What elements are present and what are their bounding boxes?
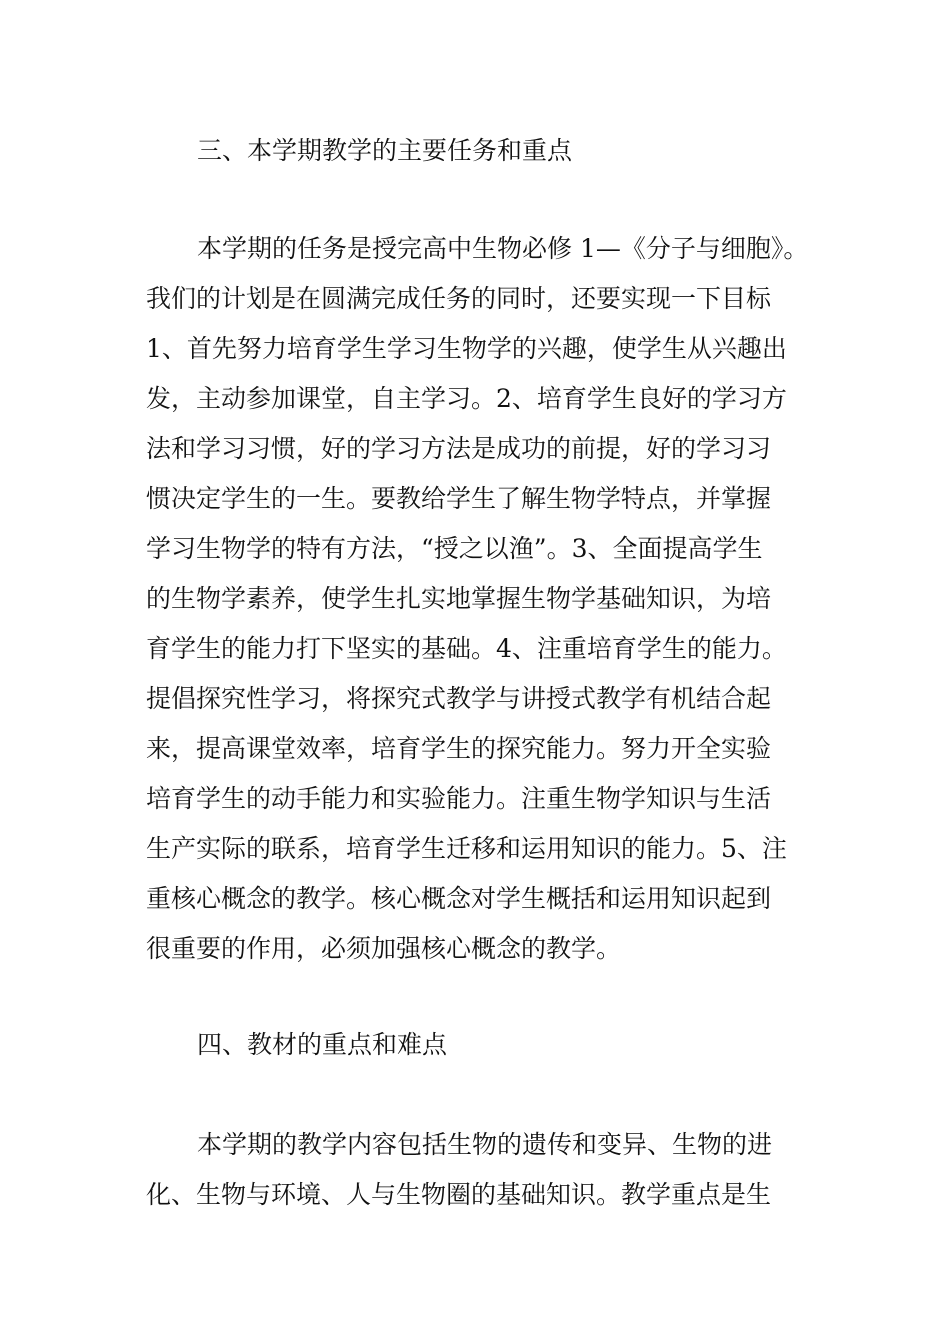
section-3-line-6: 惯决定学生的一生。要教给学生了解生物学特点，并掌握 [146, 484, 772, 513]
section-3-line-12: 培育学生的动手能力和实验能力。注重生物学知识与生活 [146, 784, 772, 813]
section-3-line-1: 本学期的任务是授完高中生物必修 1—《分子与细胞》。 [197, 234, 809, 263]
section-3-line-7: 学习生物学的特有方法，“授之以渔”。3、全面提高学生 [146, 534, 763, 563]
section-3-line-14: 重核心概念的教学。核心概念对学生概括和运用知识起到 [146, 884, 772, 913]
section-3-heading: 三、本学期教学的主要任务和重点 [197, 136, 573, 165]
section-4-heading: 四、教材的重点和难点 [197, 1030, 448, 1059]
section-3-line-2: 我们的计划是在圆满完成任务的同时，还要实现一下目标 [146, 284, 772, 313]
section-4-line-1: 本学期的教学内容包括生物的遗传和变异、生物的进 [197, 1130, 773, 1159]
section-3-line-11: 来，提高课堂效率，培育学生的探究能力。努力开全实验 [146, 734, 772, 763]
section-3-line-13: 生产实际的联系，培育学生迁移和运用知识的能力。5、注 [146, 834, 787, 863]
section-3-line-10: 提倡探究性学习，将探究式教学与讲授式教学有机结合起 [146, 684, 772, 713]
section-3-line-3: 1、首先努力培育学生学习生物学的兴趣，使学生从兴趣出 [146, 334, 787, 363]
section-3-line-8: 的生物学素养，使学生扎实地掌握生物学基础知识，为培 [146, 584, 772, 613]
section-3-line-9: 育学生的能力打下坚实的基础。4、注重培育学生的能力。 [146, 634, 787, 663]
section-3-line-15: 很重要的作用，必须加强核心概念的教学。 [146, 934, 622, 963]
section-3-line-4: 发，主动参加课堂，自主学习。2、培育学生良好的学习方 [146, 384, 787, 413]
section-4-line-2: 化、生物与环境、人与生物圈的基础知识。教学重点是生 [146, 1180, 772, 1209]
section-3-line-5: 法和学习习惯，好的学习方法是成功的前提，好的学习习 [146, 434, 772, 463]
